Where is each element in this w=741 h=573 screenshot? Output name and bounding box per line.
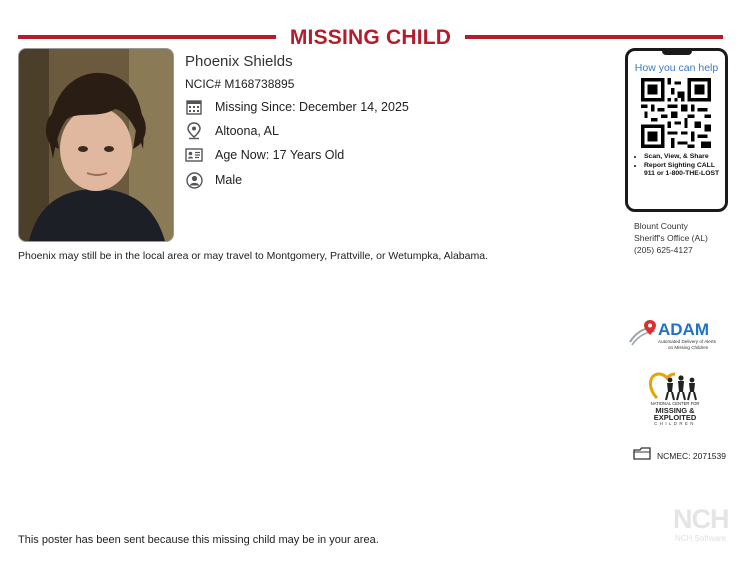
ncmec-case-number: NCMEC: 2071539 [657,451,726,461]
nch-watermark-sub: NCH Software [675,534,727,543]
help-card-phone [625,48,728,212]
id-card-icon [185,146,203,164]
detail-row-sex [185,170,242,190]
child-photo [18,48,174,242]
detail-row-missing-since [185,97,409,117]
phone-notch [662,50,692,55]
footer-note: This poster has been sent because this missing child may be in your area. [18,534,379,546]
help-item-share: • Scan, View, & Share [644,153,725,162]
ncmec-case [633,447,726,465]
adam-logo [628,318,723,356]
detail-row-age [185,145,344,165]
ncmec-line1: NATIONAL CENTER FOR [650,401,700,406]
travel-note: Phoenix may still be in the local area or may travel to Montgomery, Prattville, or Wetumpka, Alabama. [18,250,488,262]
ncmec-line3: EXPLOITED [653,413,697,422]
ncmec-logo [645,368,705,430]
qr-code[interactable] [641,78,711,153]
age-text: Age Now: 17 Years Old [215,148,345,162]
agency-name-line2: Sheriff's Office (AL) [634,233,708,243]
help-title: How you can help [634,62,719,74]
agency-phone[interactable]: (205) 625-4127 [634,245,693,255]
adam-tagline-1: Automated Delivery of Alerts [658,339,716,344]
missing-since-text: Missing Since: December 14, 2025 [215,100,409,114]
help-item-report: • Report Sighting CALL 911 or 1-800-THE-LOST [644,162,725,179]
folder-icon [633,447,651,465]
ncmec-line4: CHILDREN [654,421,696,426]
ncmec-line2: MISSING & [655,406,695,415]
calendar-icon [185,98,203,116]
detail-row-location [185,121,279,141]
sex-text: Male [215,173,243,187]
poster-title: MISSING CHILD [289,26,452,49]
agency-name-line1: Blount County [634,221,688,231]
person-icon [185,171,203,189]
child-name: Phoenix Shields [185,53,293,70]
ncic-number: NCIC# M168738895 [185,77,295,91]
location-pin-icon [185,122,203,140]
adam-wordmark: ADAM [658,320,709,339]
nch-watermark: NCH [673,504,729,534]
adam-tagline-2: on Missing Children [668,345,709,350]
help-list [630,153,725,179]
location-text: Altoona, AL [215,124,279,138]
